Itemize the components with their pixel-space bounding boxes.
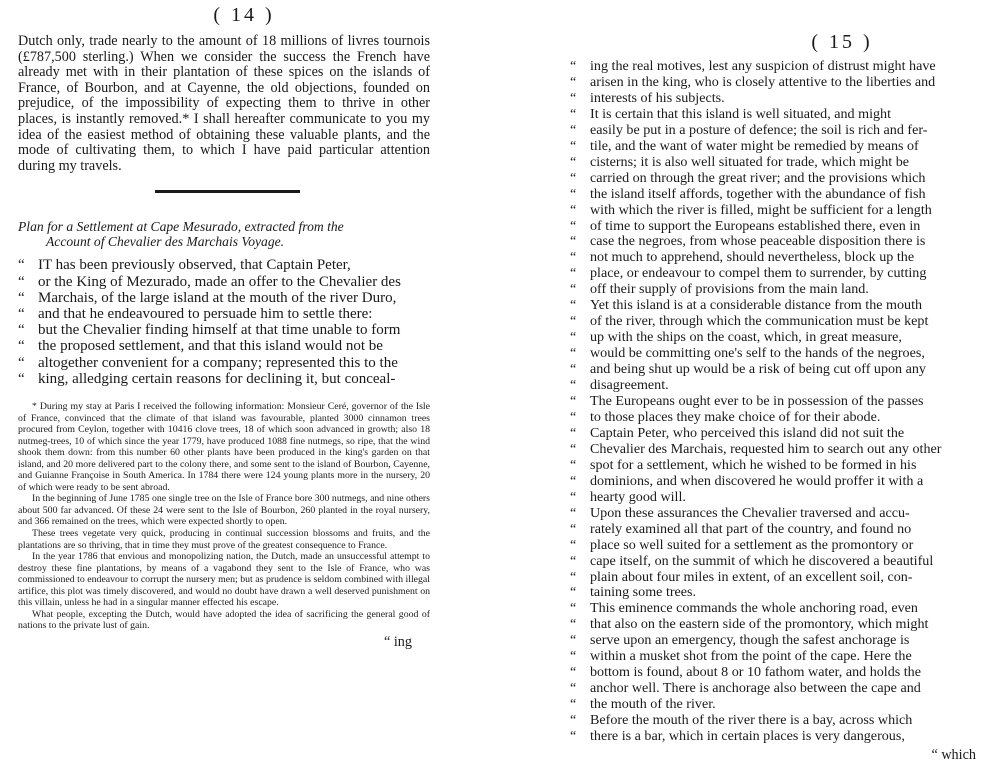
left-page: [18, 0, 430, 651]
page-number-right: ( 15 ): [811, 31, 873, 53]
text-line: “ cisterns; it is also well situated for trade, which might be: [570, 155, 994, 171]
quote-line: “ altogether convenient for a company; represented this to the: [18, 355, 430, 371]
text-line: “ would be committing one's self to the hands of the negroes,: [570, 346, 994, 362]
text-line: “ interests of his subjects.: [570, 91, 994, 107]
text-line: “ up with the ships on the coast, which, in great measure,: [570, 330, 994, 346]
text-line: “ Yet this island is at a considerable distance from the mouth: [570, 298, 994, 314]
right-page-text: [570, 59, 994, 745]
footnote-paragraph: These trees vegetate very quick, producing in continual succession blossoms and fruits, and the plantations are so thriving, that in time they must prove of the greatest consequence to France.: [18, 527, 430, 551]
quoted-passage: [18, 257, 430, 387]
text-line: “ carried on through the great river; and the provisions which: [570, 171, 994, 187]
text-line: “ rately examined all that part of the country, and found no: [570, 522, 994, 538]
text-line: “ place so well suited for a settlement as the promontory or: [570, 538, 994, 554]
text-line: “ of the river, through which the communication must be kept: [570, 314, 994, 330]
quote-line: “ IT has been previously observed, that Captain Peter,: [18, 257, 430, 273]
opening-paragraph-text: Dutch only, trade nearly to the amount of 18 millions of livres tournois (£787,500 sterling.) When we consider the success the French have already met with in their plantation of these spices on the islands of France, of Bourbon, and at Cayenne, the old objections, founded on prejudice, of the impossibility of expecting them to thrive in other places, is instantly removed.* I shall hereafter communicate to you my idea of the easiest method of obtaining these valuable plants, and the mode of cultivating them, to which I have paid particular attention during my travels.: [18, 33, 430, 174]
footnote-paragraph: In the beginning of June 1785 one single tree on the Isle of France bore 300 nutmegs, and nine others about 500 far advanced. Of these 24 were sent to the Isle of Bourbon, 260 planted in the royal nursery, and 366 remained on the trees, which were expected shortly to open.: [18, 493, 430, 528]
quote-line: “ king, alledging certain reasons for declining it, but conceal-: [18, 371, 430, 387]
text-line: “ tile, and the want of water might be remedied by means of: [570, 139, 994, 155]
text-line: “ Before the mouth of the river there is a bay, across which: [570, 713, 994, 729]
section-heading-line-1: Plan for a Settlement at Cape Mesurado, extracted from the: [18, 219, 344, 235]
text-line: “ easily be put in a posture of defence; the soil is rich and fer-: [570, 123, 994, 139]
text-line: “ plain about four miles in extent, of an excellent soil, con-: [570, 570, 994, 586]
text-line: “ within a musket shot from the point of the cape. Here the: [570, 649, 994, 665]
text-line: “ there is a bar, which in certain places is very dangerous,: [570, 729, 994, 745]
quote-line: “ and that he endeavoured to persuade him to settle there:: [18, 306, 430, 322]
page-number-left: ( 14 ): [213, 4, 275, 26]
text-line: “ Chevalier des Marchais, requested him to search out any other: [570, 442, 994, 458]
text-line: “ that also on the eastern side of the promontory, which might: [570, 617, 994, 633]
text-line: “ and being shut up would be a risk of being cut off upon any: [570, 362, 994, 378]
text-line: “ with which the river is filled, might be sufficient for a length: [570, 203, 994, 219]
text-line: “ It is certain that this island is well situated, and might: [570, 107, 994, 123]
text-line: “ This eminence commands the whole anchoring road, even: [570, 601, 994, 617]
right-page: [570, 0, 994, 764]
text-line: “ off their supply of provisions from the main land.: [570, 282, 994, 298]
quote-line: “ Marchais, of the large island at the mouth of the river Duro,: [18, 290, 430, 306]
text-line: “ arisen in the king, who is closely attentive to the liberties and: [570, 75, 994, 91]
text-line: “ serve upon an emergency, though the safest anchorage is: [570, 633, 994, 649]
text-line: “ spot for a settlement, which he wished to be formed in his: [570, 458, 994, 474]
section-divider: [155, 190, 300, 193]
text-line: “ place, or endeavour to compel them to surrender, by cutting: [570, 266, 994, 282]
text-line: “ to those places they make choice of for their abode.: [570, 410, 994, 426]
quote-line: “ or the King of Mezurado, made an offer to the Chevalier des: [18, 274, 430, 290]
quote-line: “ but the Chevalier finding himself at that time unable to form: [18, 322, 430, 338]
text-line: “ not much to apprehend, should nevertheless, block up the: [570, 250, 994, 266]
text-line: “ The Europeans ought ever to be in possession of the passes: [570, 394, 994, 410]
section-heading: [18, 219, 430, 249]
catchword-left: “ ing: [384, 633, 412, 650]
text-line: “ Captain Peter, who perceived this island did not suit the: [570, 426, 994, 442]
text-line: “ of time to support the Europeans established there, even in: [570, 219, 994, 235]
text-line: “ the island itself affords, together with the abundance of fish: [570, 187, 994, 203]
text-line: “ disagreement.: [570, 378, 994, 394]
text-line: “ the mouth of the river.: [570, 697, 994, 713]
text-line: “ bottom is found, about 8 or 10 fathom water, and holds the: [570, 665, 994, 681]
quote-line: “ the proposed settlement, and that this island would not be: [18, 338, 430, 354]
text-line: “ dominions, and when discovered he would proffer it with a: [570, 474, 994, 490]
text-line: “ anchor well. There is anchorage also between the cape and: [570, 681, 994, 697]
section-heading-line-2: Account of Chevalier des Marchais Voyage.: [46, 234, 285, 250]
text-line: “ cape itself, on the summit of which he discovered a beautiful: [570, 554, 994, 570]
footnote-paragraph: * During my stay at Paris I received the following information: Monsieur Ceré, governor of the Isle of France, convinced that the climate of that island was favourable, planted 3000 cinnamon trees procured from Ceylon, together with 10416 clove trees, 18 of which soon advanced in growth; also 18 nutmeg-trees, 10 of which since the year 1779, have produced 1088 fine nutmegs, so ripe, that the wind shook them down: from this number 60 other plants have been produced in the king's garden on that island, and 20 more delivered part to the colony there, and some sent to the island of Bourbon, Cayenne, and Guianne Françoise in South America. In 1784 there were 124 young plants more in the nursery, 20 of which were ready to be sent abroad.: [18, 400, 430, 493]
opening-paragraph: [18, 34, 430, 174]
text-line: “ Upon these assurances the Chevalier traversed and accu-: [570, 506, 994, 522]
text-line: “ case the negroes, from whose peaceable disposition there is: [570, 234, 994, 250]
footnote: [18, 401, 430, 632]
text-line: “ hearty good will.: [570, 490, 994, 506]
text-line: “ ing the real motives, lest any suspicion of distrust might have: [570, 59, 994, 75]
text-line: “ taining some trees.: [570, 585, 994, 601]
footnote-paragraph: In the year 1786 that envious and monopolizing nation, the Dutch, made an unsuccessful attempt to destroy these fine plantations, by means of a vagabond they sent to the Isle of France, who was commissioned to endeavour to corrupt the nursery men; but as prudence is seldom combined with illegal artifice, this plot was timely discovered, and would no doubt have drawn a well deserved punishment on this villain, unless he had in a singular manner effected his escape.: [18, 551, 430, 609]
catchword-right: “ which: [931, 746, 976, 763]
footnote-paragraph: What people, excepting the Dutch, would have adopted the idea of sacrificing the general good of nations to the private lust of gain.: [18, 608, 430, 632]
